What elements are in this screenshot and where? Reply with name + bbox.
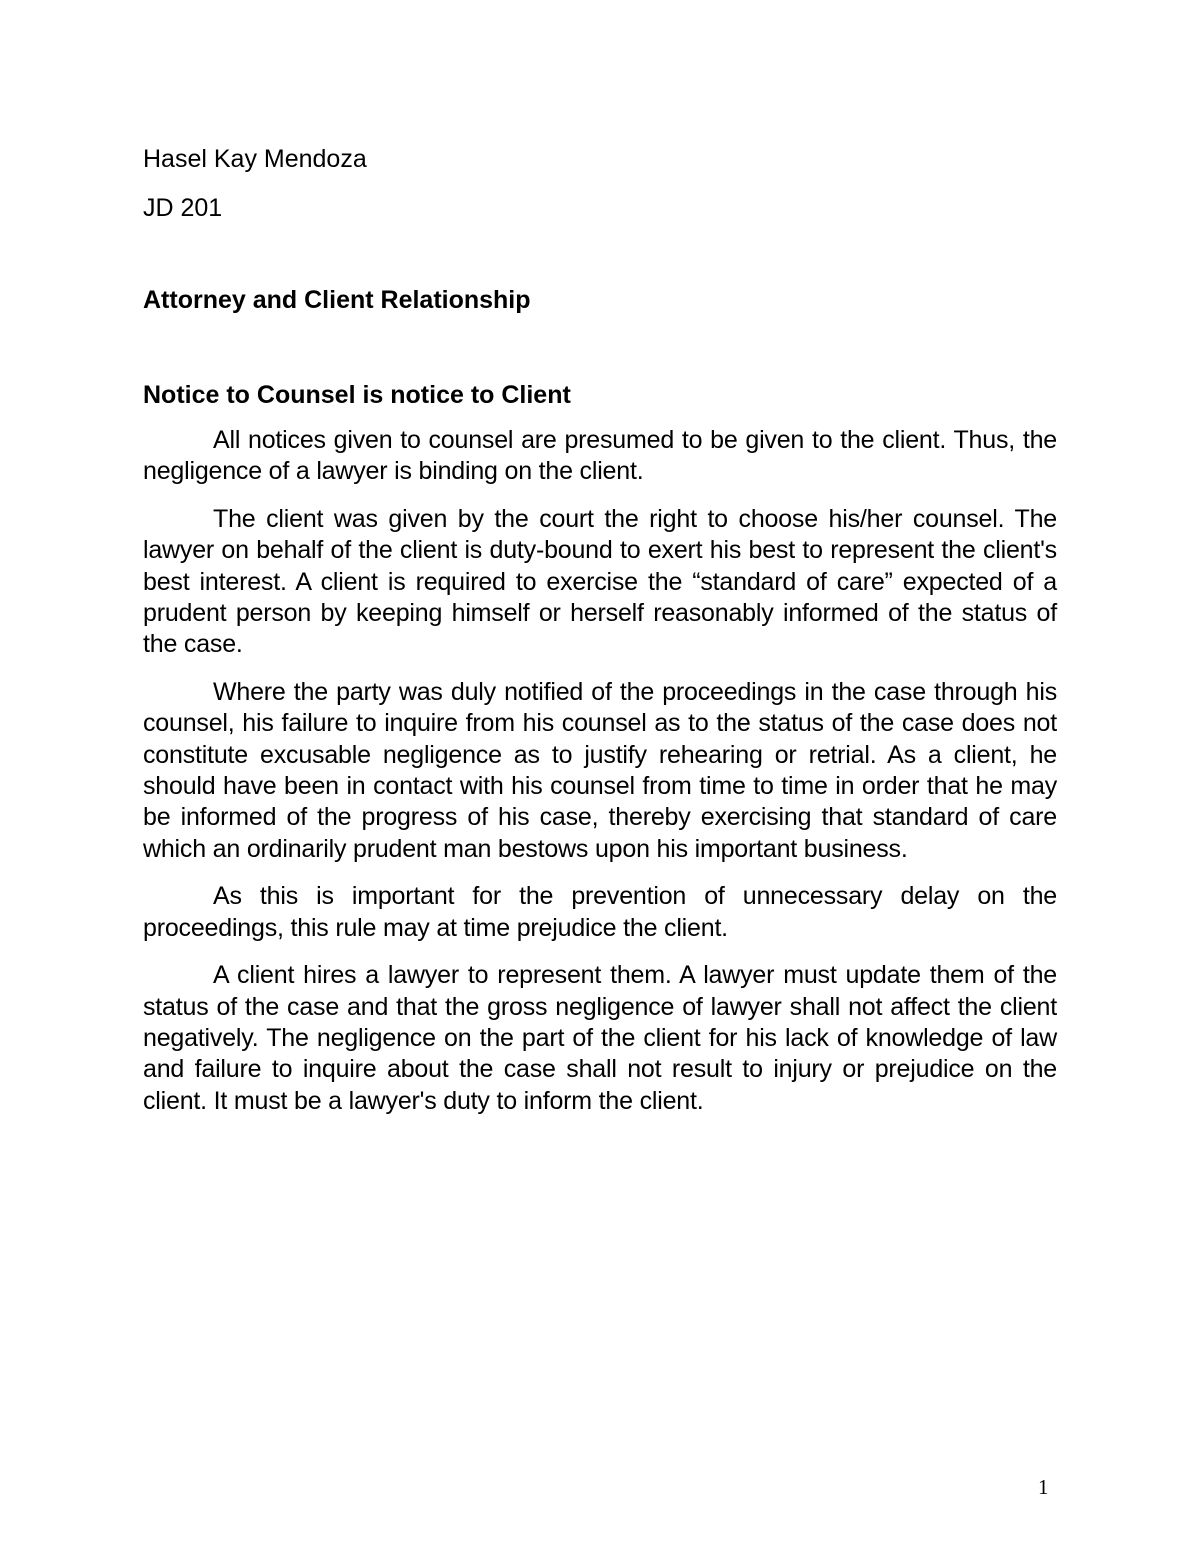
body-paragraph: All notices given to counsel are presumed to be given to the client. Thus, the negligence of a lawyer is binding on the client.: [143, 426, 1057, 486]
body-paragraph: The client was given by the court the right to choose his/her counsel. The lawyer on behalf of the client is duty-bound to exert his best to represent the client's best interest. A client is required to exercise the “standard of care” expected of a prudent person by keeping himself or herself reasonably informed of the status of the case.: [143, 504, 1057, 659]
body-paragraph: As this is important for the prevention of unnecessary delay on the proceedings, this rule may at time prejudice the client.: [143, 882, 1057, 942]
document-title: Attorney and Client Relationship: [143, 286, 531, 314]
body-paragraph: A client hires a lawyer to represent them. A lawyer must update them of the status of the case and that the gross negligence of lawyer shall not affect the client negatively. The negligence on the part of the client for his lack of knowledge of law and failure to inquire about the case shall not result to injury or prejudice on the client. It must be a lawyer's duty to inform the client.: [143, 961, 1057, 1115]
page-number: 1: [1038, 1475, 1049, 1499]
document-body: [143, 425, 1057, 1133]
course-code: JD 201: [143, 194, 223, 222]
body-paragraph: Where the party was duly notified of the proceedings in the case through his counsel, his failure to inquire from his counsel as to the status of the case does not constitute excusable negligence as to justify rehearing or retrial. As a client, he should have been in contact with his counsel from time to time in order that he may be informed of the progress of his case, thereby exercising that standard of care which an ordinarily prudent man bestows upon his important business.: [143, 677, 1057, 863]
author-name: Hasel Kay Mendoza: [143, 145, 367, 173]
section-heading: Notice to Counsel is notice to Client: [143, 381, 571, 409]
